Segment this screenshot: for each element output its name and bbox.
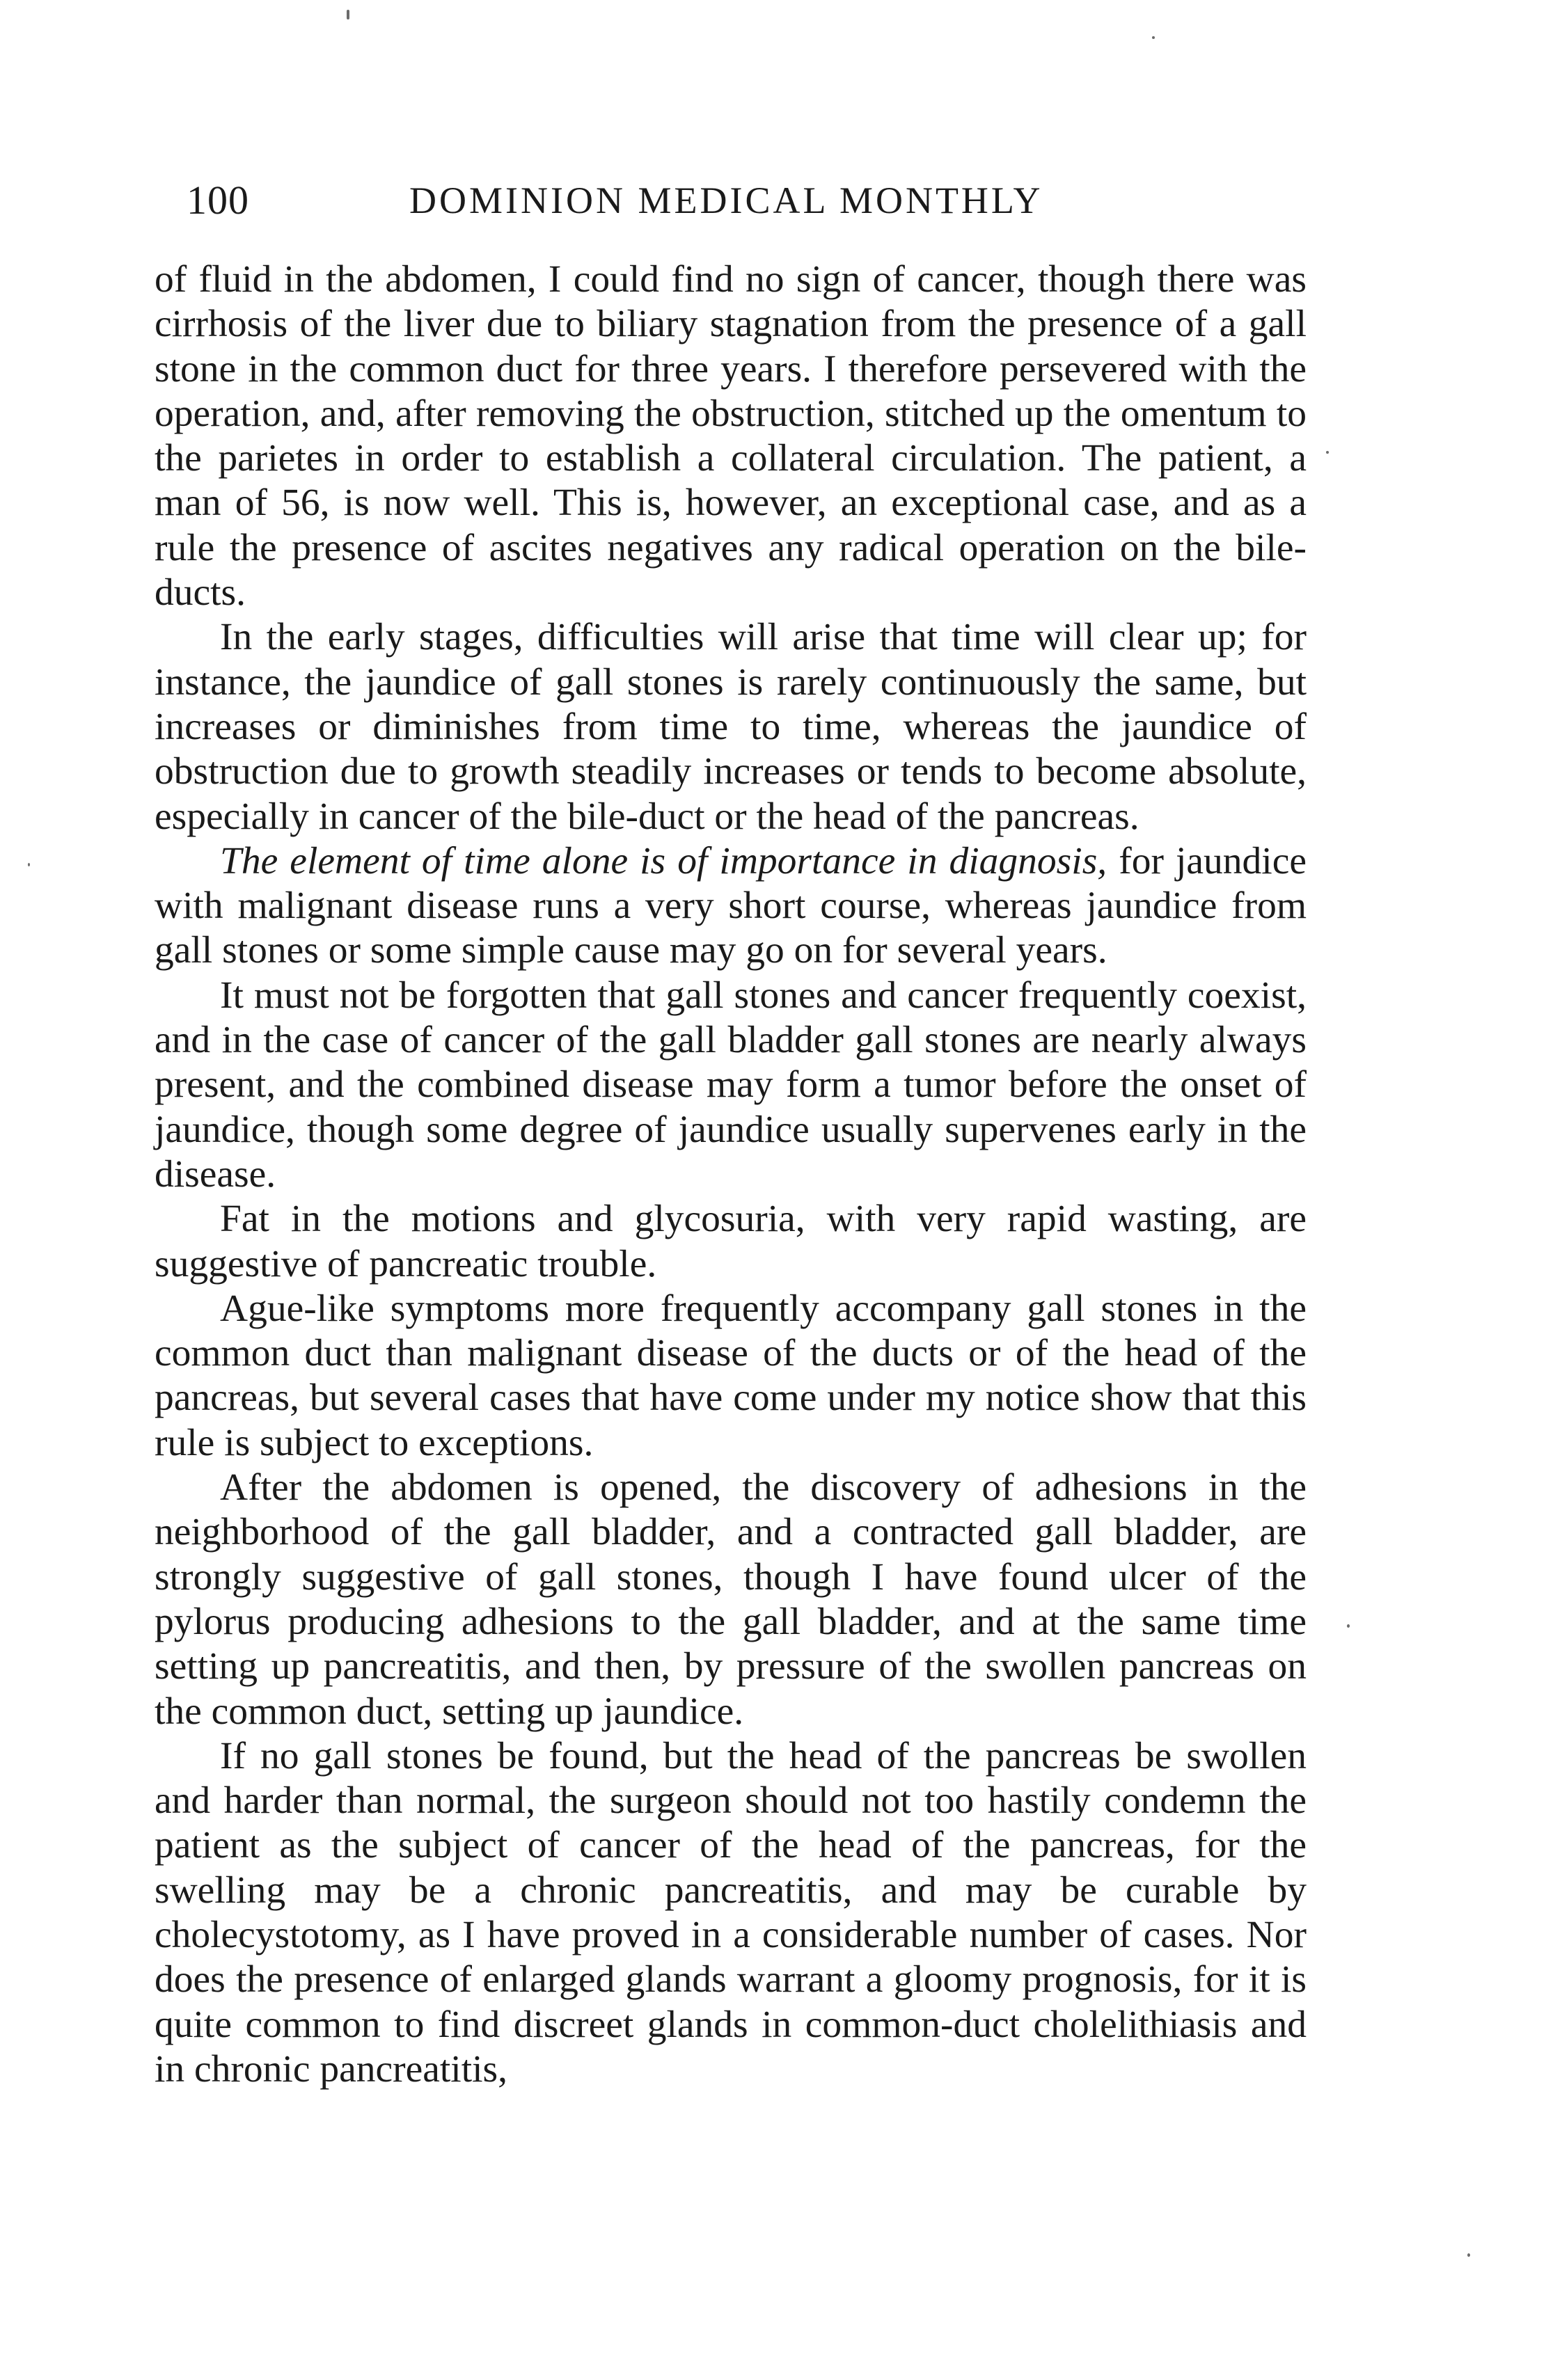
paragraph-text: for jaundice with malignant disease runs a very short course, whereas jaundice from gall stones or some simple cause may go on for several years. — [155, 839, 1307, 972]
scan-speck — [1347, 1624, 1350, 1628]
body-text — [155, 257, 1307, 2092]
paragraph-adhesions: After the abdomen is opened, the discovery of adhesions in the neighborhood of the gall bladder, and a contracted gall bladder, are strongly suggestive of gall stones, though I have found ulcer of the pylorus producing adhesions to the gall bladder, and at the same time setting up pancreatitis, and then, by pressure of the swollen pancreas on the common duct, setting up jaundice. — [155, 1466, 1307, 1733]
paragraph-pancreatic-trouble: Fat in the motions and glycosuria, with very rapid wasting, are suggestive of pancreatic trouble. — [155, 1198, 1307, 1285]
paragraph-no-gall-stones: If no gall stones be found, but the head of the pancreas be swollen and harder than normal, the surgeon should not too hastily condemn the patient as the subject of cancer of the head of the pancreas, for the swelling may be a chronic pancreatitis, and may be curable by cholecystotomy, as I have proved in a considerable number of cases. Nor does the presence of enlarged glands warrant a gloomy prognosis, for it is quite common to find discreet glands in common-duct cholelithiasis and in chronic pancreatitis, — [155, 1734, 1307, 2091]
page-number: 100 — [187, 177, 249, 223]
journal-title: DOMINION MEDICAL MONTHLY — [409, 180, 1043, 221]
scan-speck — [1326, 451, 1329, 454]
running-head — [187, 173, 1307, 228]
scan-speck — [28, 863, 30, 866]
italic-emphasis: The element of time alone is of importance in diagnosis, — [220, 839, 1107, 882]
paragraph-continued: of fluid in the abdomen, I could find no sign of cancer, though there was cirrhosis of the liver due to biliary stagnation from the presence of a gall stone in the common duct for three years. I therefore persevered with the operation, and, after removing the obstruction, stitched up the omentum to the parietes in order to establish a collateral circulation. The patient, a man of 56, is now well. This is, however, an exceptional case, and as a rule the presence of ascites negatives any radical operation on the bile-ducts. — [155, 258, 1307, 614]
paragraph-element-of-time — [155, 839, 1307, 974]
scan-speck — [1467, 2253, 1470, 2257]
paragraph-ague-like: Ague-like symptoms more frequently accompany gall stones in the common duct than malignant disease of the ducts or of the head of the pancreas, but several cases that have come under my notice show that this rule is subject to exceptions. — [155, 1287, 1307, 1464]
scan-speck — [1152, 36, 1155, 39]
scan-speck — [347, 10, 349, 19]
paragraph-coexist: It must not be forgotten that gall stones and cancer frequently coexist, and in the case of cancer of the gall bladder gall stones are nearly always present, and the combined disease may form a tumor before the onset of jaundice, though some degree of jaundice usually supervenes early in the disease. — [155, 974, 1307, 1196]
paragraph-early-stages: In the early stages, difficulties will arise that time will clear up; for instance, the jaundice of gall stones is rarely continuously the same, but increases or diminishes from time to time, whereas the jaundice of obstruction due to growth steadily increases or tends to become absolute, especially in cancer of the bile-duct or the head of the pancreas. — [155, 616, 1307, 838]
